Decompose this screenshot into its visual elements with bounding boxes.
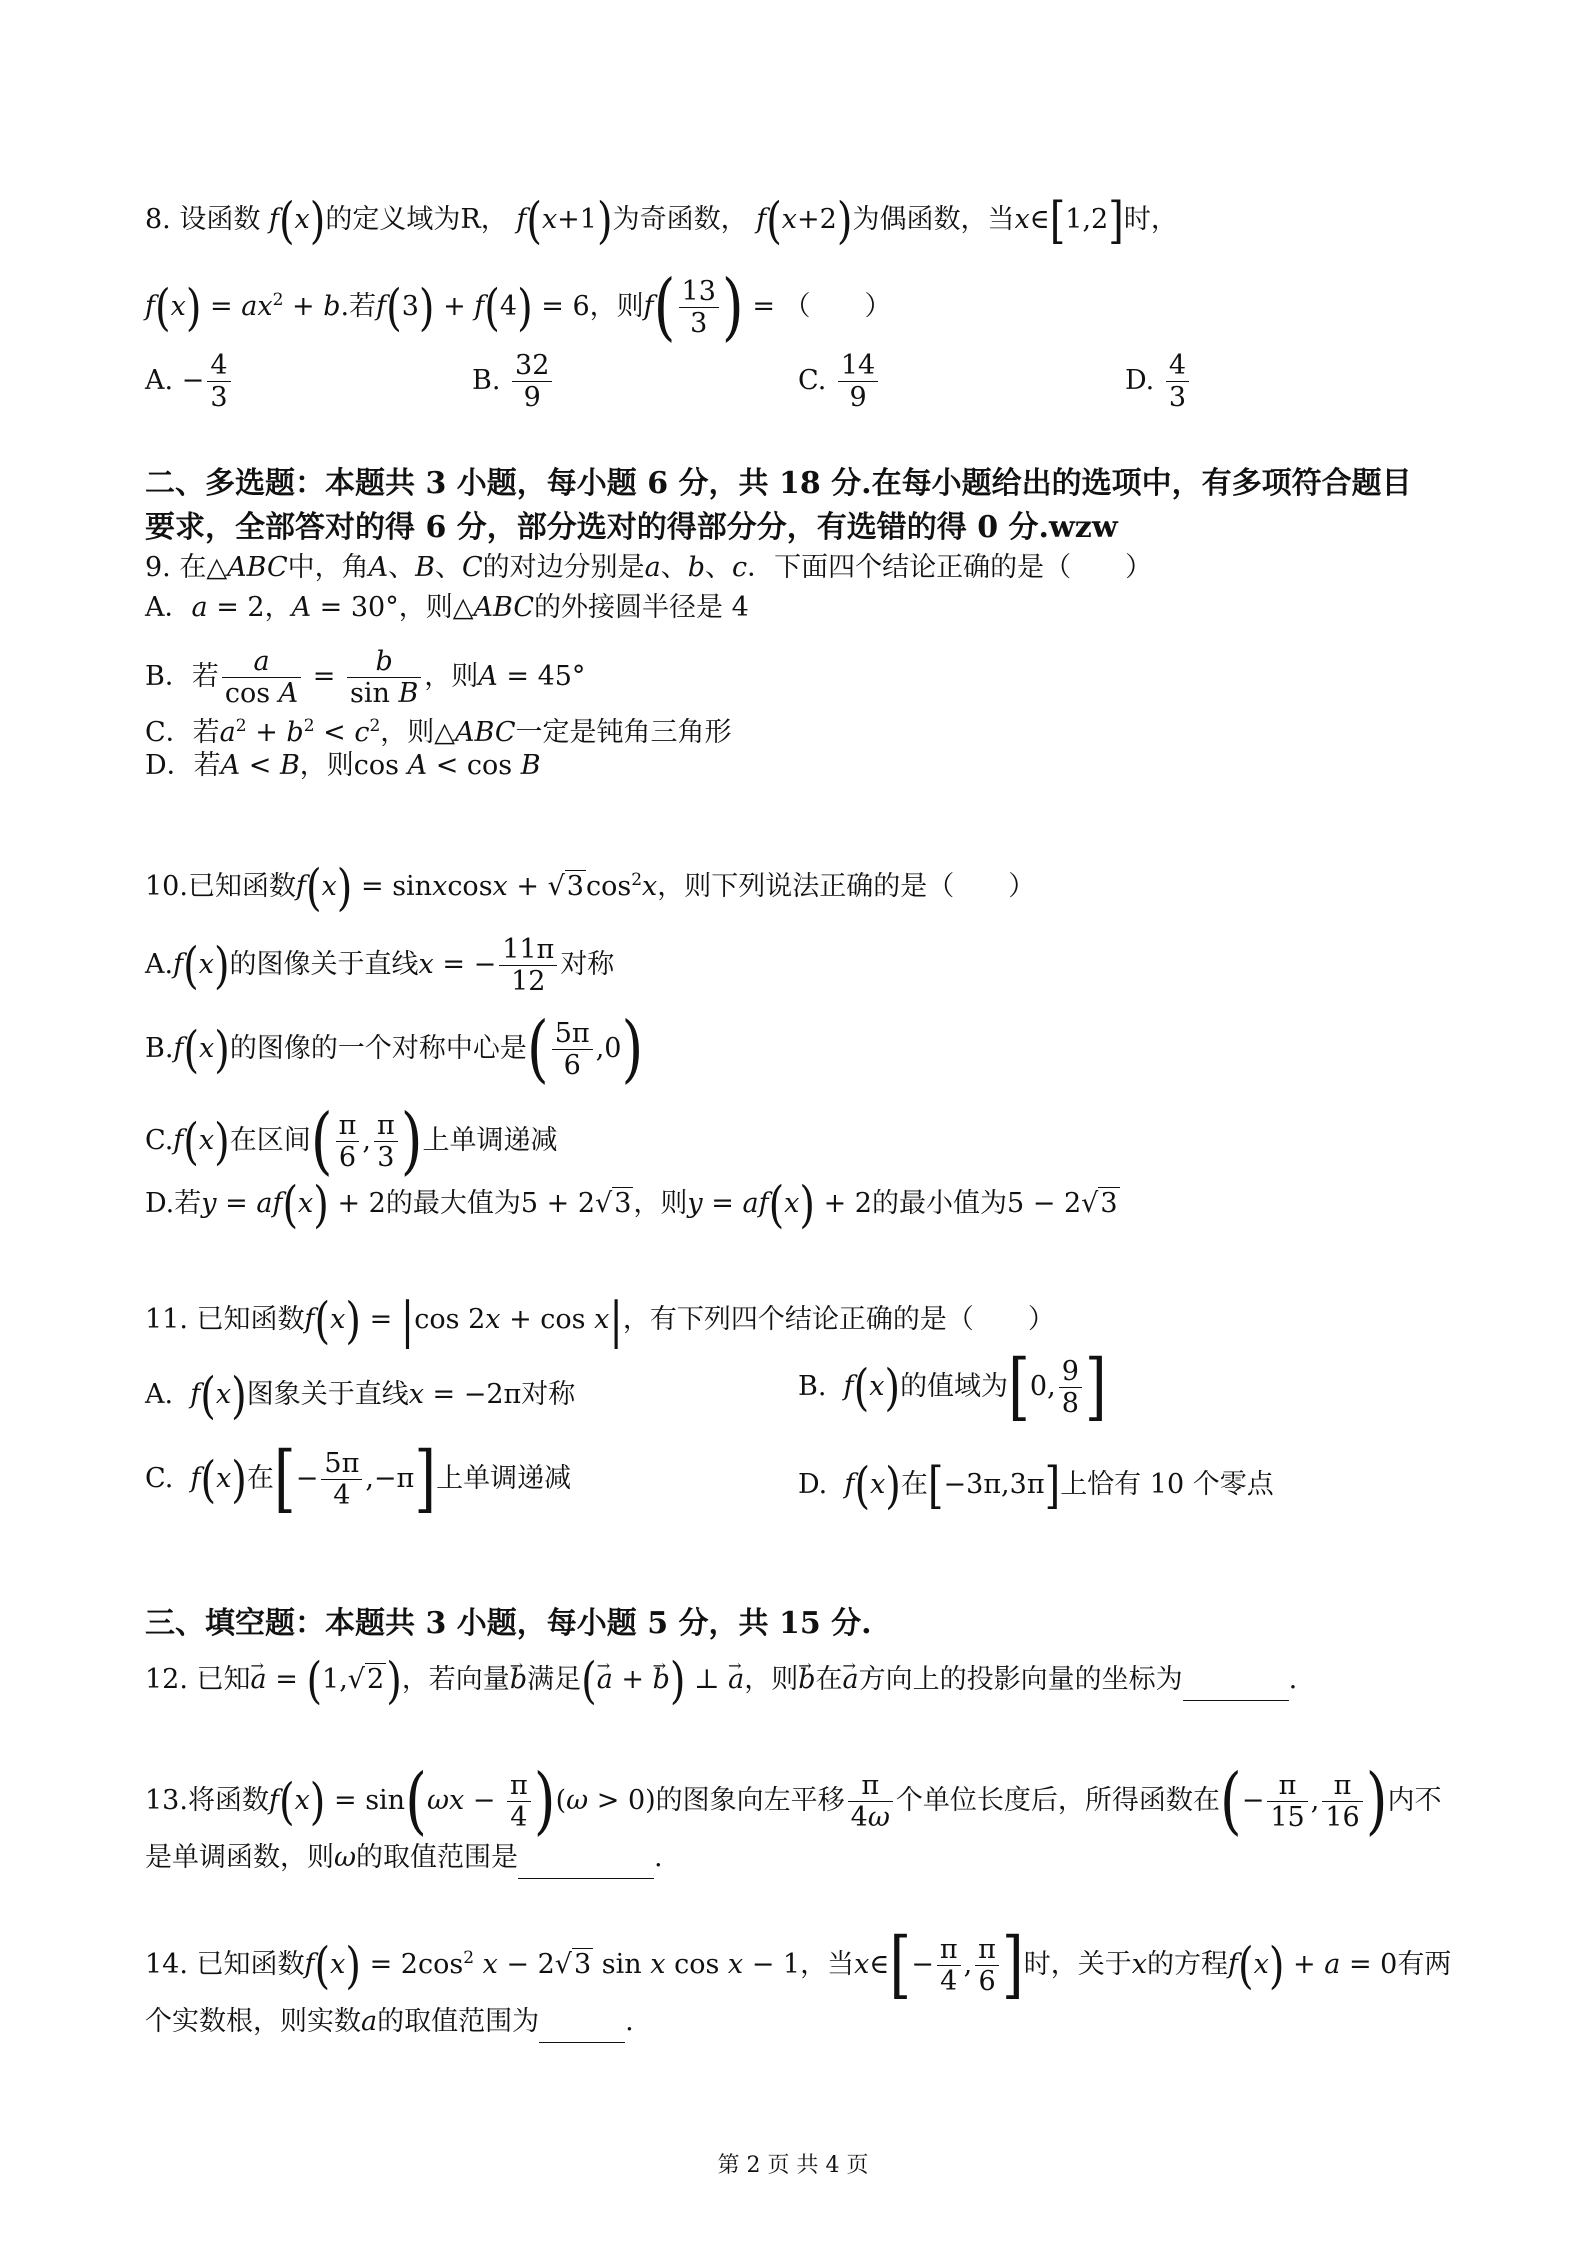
q10-stem: 10.已知函数f(x) = sinxcosx + $√3\cos^2x$，则下列说法正确的是（ ） xyxy=(145,858,1036,917)
section2-heading-line2: 要求，全部答对的得 6 分，部分选对的得部分分，有选错的得 0 分.wzw xyxy=(145,510,1118,545)
section3-heading: 三、填空题：本题共 3 小题，每小题 5 分，共 15 分. xyxy=(145,1606,872,1641)
q8-option-a: A. − $\frac{4}{3}$ xyxy=(145,350,234,413)
q10-option-b: B.f(x)的图像的一个对称中心是( $\frac{5\pi}{6}$ ,0) xyxy=(145,1006,644,1092)
q10-option-d: D.若y = af(x) + 2的最大值为5 + 2√3，则y = af(x) + 2的最小值为5 − 2√3 xyxy=(145,1175,1118,1234)
q11-option-c: C. f(x)在[− $\frac{5\pi}{4}$ ,−π]上单调递减 xyxy=(145,1436,572,1522)
q9-option-b: B．若 $\frac{a}{\text{cos A}}$ = $\frac{b}{\text{sin B}}$ ，则A = 45° xyxy=(145,646,586,710)
q8-line2: $f(x) = ax^2 + b$.若f(3) + f(4) = 6，则f( $\frac{13}{3}$ ) = （ ） xyxy=(145,264,892,350)
q9-option-d: D．若A < B，则cos A < cos B xyxy=(145,750,541,781)
option-label: C. xyxy=(798,365,827,397)
q10-option-c: C.f(x)在区间( $\frac{\pi}{6}$ , $\frac{\pi}{3}$ )上单调递减 xyxy=(145,1098,558,1184)
page-footer: 第 2 页 共 4 页 xyxy=(717,2153,869,2178)
option-label: A. xyxy=(145,365,174,397)
q11-option-d: D. f(x)在[−3π,3π]上恰有 10 个零点 xyxy=(798,1456,1274,1515)
q8-text: .若 xyxy=(340,291,377,323)
q8-option-d: D. $\frac{4}{3}$ xyxy=(1125,350,1192,413)
q10-option-a: A.f(x)的图像关于直线x = − $\frac{11\pi}{12}$ 对称 xyxy=(145,934,615,998)
q8-text: ，则 xyxy=(589,291,644,323)
option-label: D. xyxy=(1125,365,1155,397)
q11-option-b: B. f(x)的值域为[0, $\frac{9}{8}$ ] xyxy=(798,1344,1107,1430)
q8-option-b: B. $\frac{32}{9}$ xyxy=(472,350,555,413)
q14-line2: 个实数根，则实数a的取值范围为 . xyxy=(145,2002,634,2043)
q12-stem: 12. 已知→ a = (1,√2)，若向量→ b满足(→ a + → b) ⊥ → a，则→ b在→ a方向上的投影向量的坐标为 . xyxy=(145,1660,1297,1701)
q9-option-c: C．若$a^2 + b^2 < c^2$，则△ABC一定是钝角三角形 xyxy=(145,716,732,748)
q8-text: 8. 设函数 xyxy=(145,204,261,235)
q9-stem: 9. 在△ABC中，角A、B、C的对边分别是a、b、c．下面四个结论正确的是（ ） xyxy=(145,552,1153,583)
q9-option-a: A．a = 2，A = 30°，则△ABC的外接圆半径是 4 xyxy=(145,592,749,623)
q11-stem: 11. 已知函数f(x) = |cos 2x + cos x|，有下列四个结论正确的是（ ） xyxy=(145,1291,1055,1350)
q8-text: 为偶函数，当 xyxy=(852,204,1015,235)
q13-line1: 13.将函数f(x) = sin(ωx − $\frac{\pi}{4}$ )(ω > 0)的图象向左平移 $\frac{\pi}{4\omega}$ 个单位长度后，所得函数在(− $\frac{\pi}{15}$ , $\frac{\pi}{16}$ )内不 xyxy=(145,1758,1442,1844)
q8-option-c: C. $\frac{14}{9}$ xyxy=(798,350,881,413)
option-label: B. xyxy=(472,365,501,397)
q11-option-a: A. f(x)图象关于直线x = −2π对称 xyxy=(145,1366,576,1425)
q14-line1: 14. 已知函数$f(x) = 2\cos^2$ x − 2√3 sin x cos x − 1，当x∈[− $\frac{\pi}{4}$ , $\frac{\pi}{6}$ ]时，关于x的方程f(x) + a = 0有两 xyxy=(145,1922,1452,2008)
q8-text: 为奇函数， xyxy=(612,204,748,235)
q13-line2: 是单调函数，则ω的取值范围是 . xyxy=(145,1838,663,1879)
q8-text: （ ） xyxy=(783,291,892,323)
section2-heading-line1: 二、多选题：本题共 3 小题，每小题 6 分，共 18 分.在每小题给出的选项中，有多项符合题目 xyxy=(145,466,1412,501)
q8-text: 时， xyxy=(1123,204,1178,235)
q8-line1: 8. 设函数 f(x)的定义域为R， f(x+1)为奇函数， f(x+2)为偶函数，当x∈[1,2]时， xyxy=(145,191,1178,250)
q8-text: 的定义域为R， xyxy=(325,204,508,235)
